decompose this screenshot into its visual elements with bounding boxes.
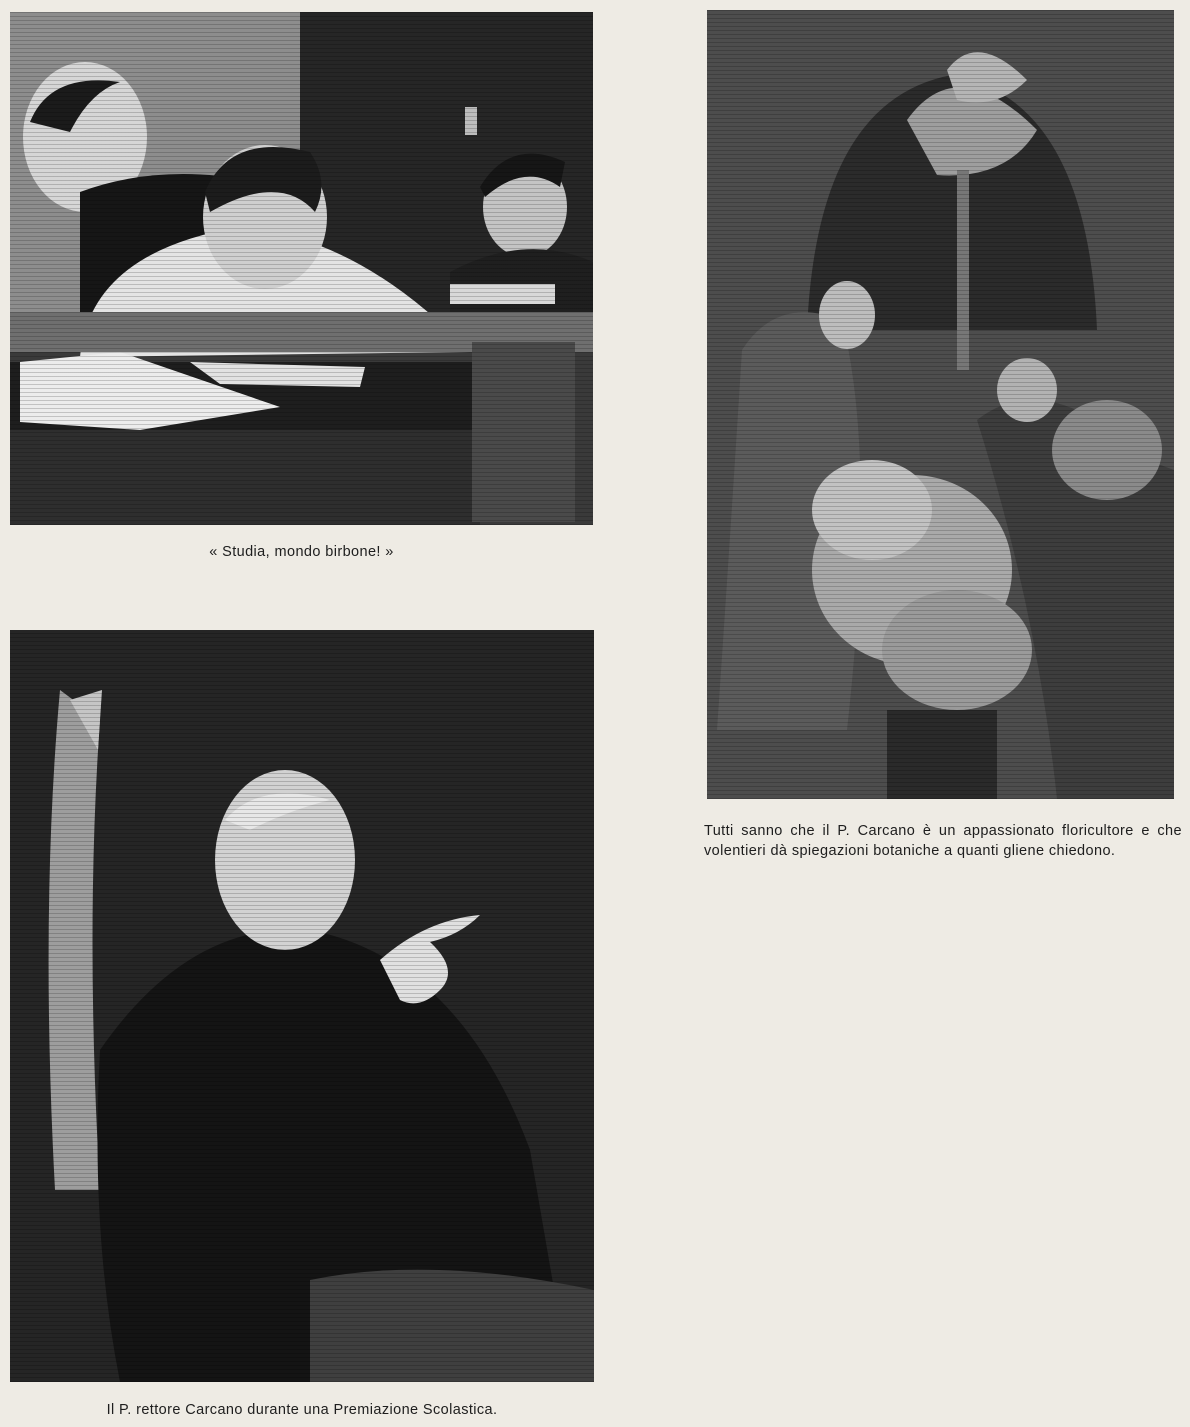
- caption-garden: Tutti sanno che il P. Carcano è un appassionato floricultore e che volentieri dà spiegazioni botaniche a quanti gliene chiedono.: [704, 823, 1182, 859]
- caption-study: « Studia, mondo birbone! »: [209, 544, 394, 560]
- study-scene-illustration: [10, 12, 593, 525]
- photo-rector-scene: [10, 630, 594, 1382]
- caption-rector: Il P. rettore Carcano durante una Premiazione Scolastica.: [106, 1402, 498, 1418]
- photo-study-scene: [10, 12, 593, 525]
- garden-scene-illustration: [707, 10, 1174, 799]
- rector-scene-illustration: [10, 630, 594, 1382]
- photo-garden-scene: [707, 10, 1174, 799]
